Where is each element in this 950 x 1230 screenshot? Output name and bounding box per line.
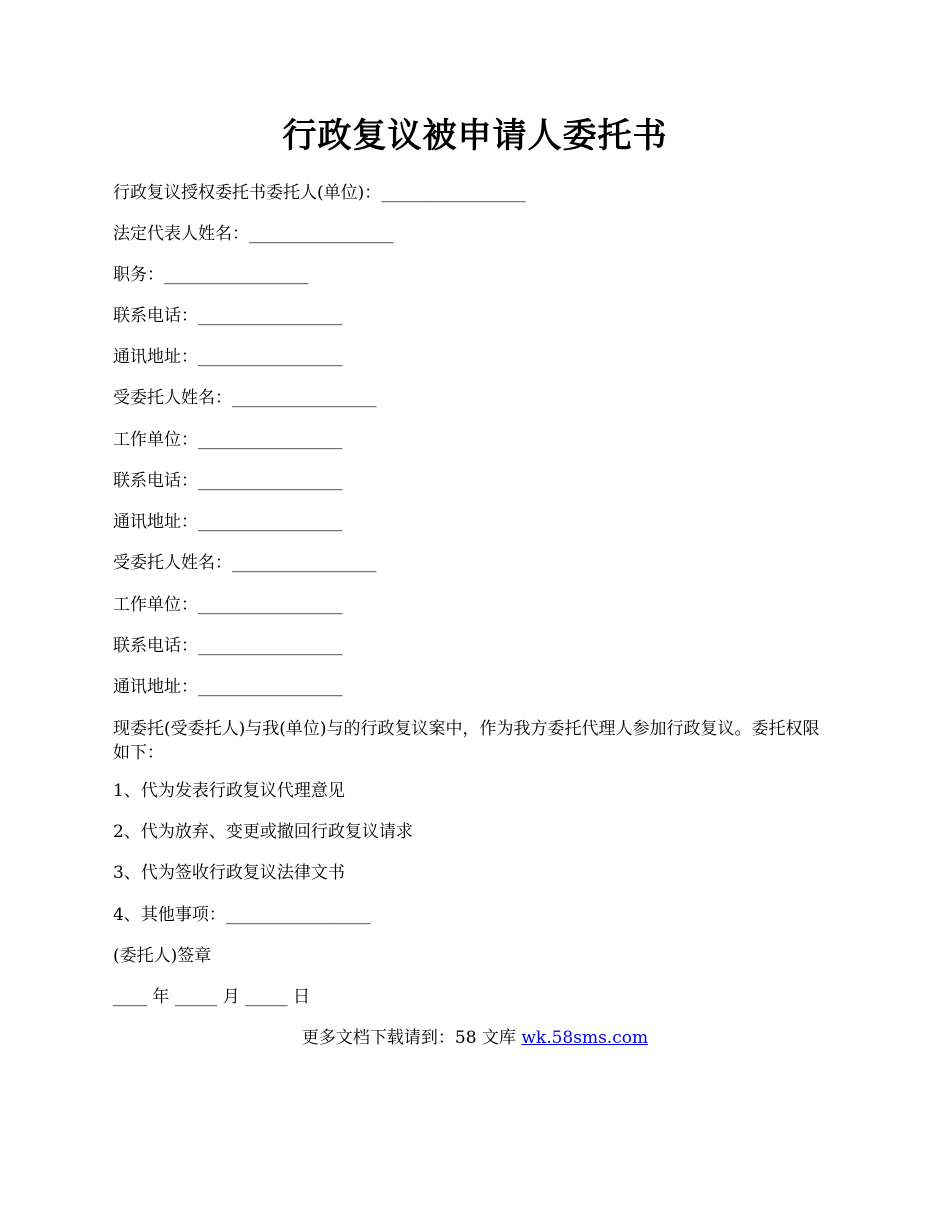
footer-link[interactable]: wk.58sms.com (521, 1028, 649, 1048)
field-address: 通讯地址：_________________ (113, 347, 343, 367)
list-item: 4、其他事项：_________________ (113, 905, 371, 925)
field-agent2-workplace: 工作单位：_________________ (113, 595, 343, 615)
list-item: 1、代为发表行政复议代理意见 (113, 781, 345, 801)
field-agent2-name: 受委托人姓名：_________________ (113, 553, 377, 573)
list-item: 2、代为放弃、变更或撤回行政复议请求 (113, 822, 413, 842)
field-agent-workplace: 工作单位：_________________ (113, 430, 343, 450)
list-item: 3、代为签收行政复议法律文书 (113, 863, 345, 883)
field-agent-phone: 联系电话：_________________ (113, 471, 343, 491)
field-legal-representative: 法定代表人姓名：_________________ (113, 224, 394, 244)
document-title: 行政复议被申请人委托书 (282, 116, 668, 156)
authorization-paragraph: 现委托(受委托人)与我(单位)与的行政复议案中，作为我方委托代理人参加行政复议。委托权限如下： (113, 719, 820, 763)
field-agent2-phone: 联系电话：_________________ (113, 636, 343, 656)
field-principal-unit: 行政复议授权委托书委托人(单位)：_________________ (113, 183, 526, 203)
field-agent2-address: 通讯地址：_________________ (113, 677, 343, 697)
field-phone: 联系电话：_________________ (113, 306, 343, 326)
date-line: ____ 年 _____ 月 _____ 日 (113, 987, 311, 1007)
footer (0, 1027, 950, 1049)
field-agent-address: 通讯地址：_________________ (113, 512, 343, 532)
field-agent-name: 受委托人姓名：_________________ (113, 388, 377, 408)
field-position: 职务：_________________ (113, 265, 309, 285)
footer-text: 更多文档下载请到：58 文库 (301, 1028, 522, 1048)
signature-line: (委托人)签章 (113, 946, 212, 966)
